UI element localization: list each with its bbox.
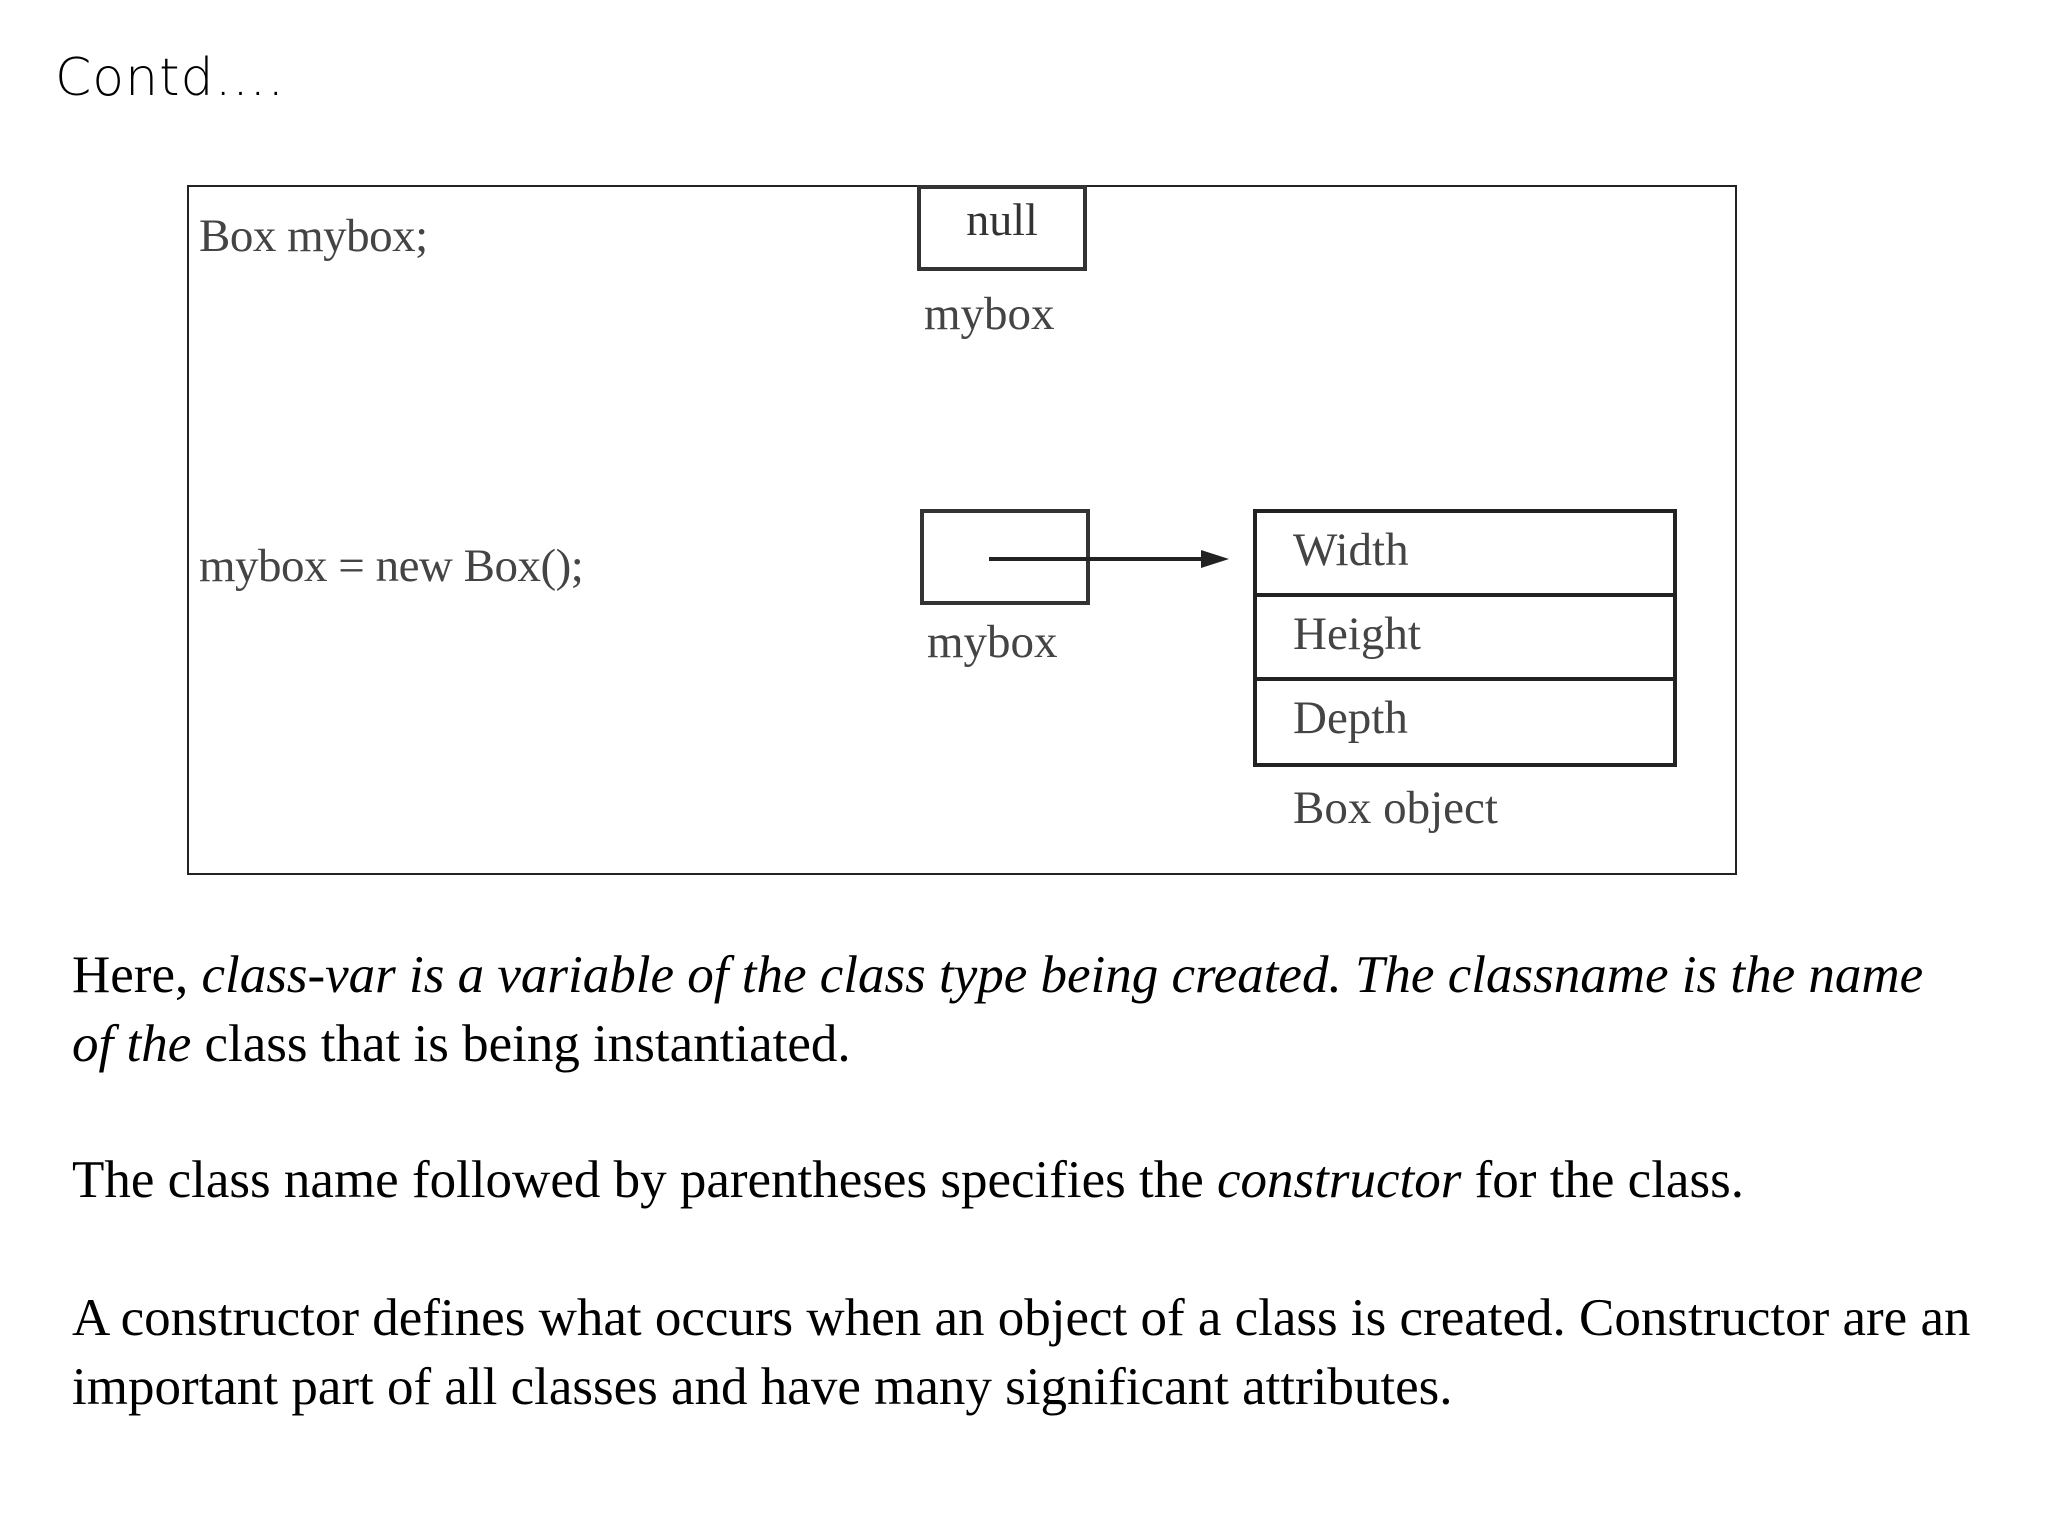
- paragraph-2-italic: constructor: [1217, 1151, 1462, 1209]
- object-label: Box object: [1293, 782, 1498, 834]
- variable-label-mybox: mybox: [924, 288, 1055, 340]
- paragraph-2-text-end: for the class.: [1461, 1151, 1744, 1209]
- paragraph-class-var: [72, 941, 1972, 1079]
- null-value: null: [966, 194, 1038, 245]
- paragraph-1-italic: class-var is a variable of the class type being created. The classname is the name of the: [72, 946, 1924, 1073]
- object-creation-diagram: [187, 185, 1737, 875]
- field-height: Height: [1257, 597, 1673, 681]
- code-instantiation: mybox = new Box();: [199, 540, 584, 592]
- variable-label-mybox-2: mybox: [927, 616, 1058, 668]
- paragraph-constructor-definition: A constructor defines what occurs when an object of a class is created. Constructor are an important part of all classes and have many significant attributes.: [72, 1289, 1971, 1416]
- field-depth: Depth: [1293, 692, 1408, 744]
- slide-title: Contd….: [55, 48, 286, 108]
- paragraph-2-text: The class name followed by parentheses specifies the: [72, 1151, 1217, 1209]
- box-object: [1253, 509, 1677, 767]
- paragraph-constructor: [72, 1146, 1992, 1215]
- paragraph-1-text: Here,: [72, 946, 202, 1004]
- field-width: Width: [1257, 513, 1673, 597]
- paragraph-1-text-end: class that is being instantiated.: [191, 1015, 851, 1073]
- code-declaration: Box mybox;: [199, 210, 428, 262]
